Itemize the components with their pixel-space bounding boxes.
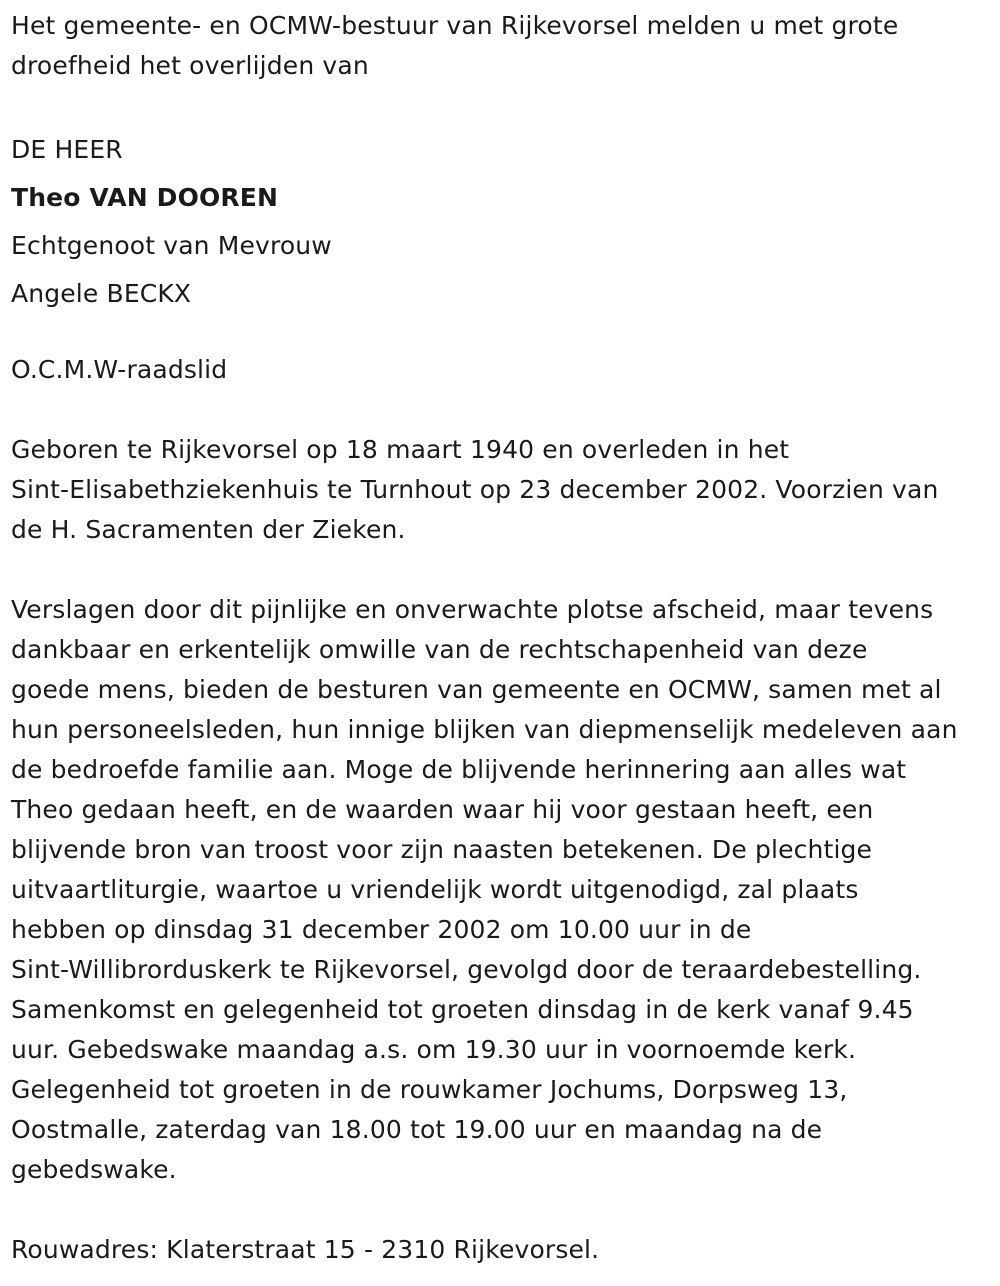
deceased-block xyxy=(11,126,990,318)
spouse-name: Angele BECKX xyxy=(11,279,192,308)
deceased-name: Theo VAN DOOREN xyxy=(11,183,279,212)
message-line: Oostmalle, zaterdag van 18.00 tot 19.00 uur en maandag na de xyxy=(11,1115,823,1144)
intro-paragraph xyxy=(11,6,990,86)
birth-death-line: Sint-Elisabethziekenhuis te Turnhout op 23 december 2002. Voorzien van xyxy=(11,475,939,504)
deceased-title: DE HEER xyxy=(11,135,123,164)
function-paragraph xyxy=(11,350,990,390)
message-line: gebedswake. xyxy=(11,1155,177,1184)
message-line: Sint-Willibrorduskerk te Rijkevorsel, gevolgd door de teraardebestelling. xyxy=(11,955,922,984)
birth-death-paragraph xyxy=(11,430,990,550)
function-text: O.C.M.W-raadslid xyxy=(11,355,228,384)
message-line: dankbaar en erkentelijk omwille van de rechtschapenheid van deze xyxy=(11,635,868,664)
message-line: Verslagen door dit pijnlijke en onverwachte plotse afscheid, maar tevens xyxy=(11,595,934,624)
message-line: blijvende bron van troost voor zijn naasten betekenen. De plechtige xyxy=(11,835,873,864)
intro-line: droefheid het overlijden van xyxy=(11,51,369,80)
message-paragraph xyxy=(11,590,990,1190)
message-line: Theo gedaan heeft, en de waarden waar hij voor gestaan heeft, een xyxy=(11,795,874,824)
birth-death-line: Geboren te Rijkevorsel op 18 maart 1940 en overleden in het xyxy=(11,435,790,464)
mourning-address: Rouwadres: Klaterstraat 15 - 2310 Rijkevorsel. xyxy=(11,1235,600,1264)
address-paragraph xyxy=(11,1230,990,1270)
message-line: Gelegenheid tot groeten in de rouwkamer Jochums, Dorpsweg 13, xyxy=(11,1075,848,1104)
message-line: de bedroefde familie aan. Moge de blijvende herinnering aan alles wat xyxy=(11,755,907,784)
message-line: hebben op dinsdag 31 december 2002 om 10.00 uur in de xyxy=(11,915,752,944)
birth-death-line: de H. Sacramenten der Zieken. xyxy=(11,515,406,544)
spouse-line: Echtgenoot van Mevrouw xyxy=(11,231,332,260)
message-line: goede mens, bieden de besturen van gemeente en OCMW, samen met al xyxy=(11,675,942,704)
message-line: uur. Gebedswake maandag a.s. om 19.30 uur in voornoemde kerk. xyxy=(11,1035,857,1064)
intro-line: Het gemeente- en OCMW-bestuur van Rijkevorsel melden u met grote xyxy=(11,11,899,40)
message-line: uitvaartliturgie, waartoe u vriendelijk wordt uitgenodigd, zal plaats xyxy=(11,875,859,904)
message-line: hun personeelsleden, hun innige blijken van diepmenselijk medeleven aan xyxy=(11,715,958,744)
message-line: Samenkomst en gelegenheid tot groeten dinsdag in de kerk vanaf 9.45 xyxy=(11,995,914,1024)
